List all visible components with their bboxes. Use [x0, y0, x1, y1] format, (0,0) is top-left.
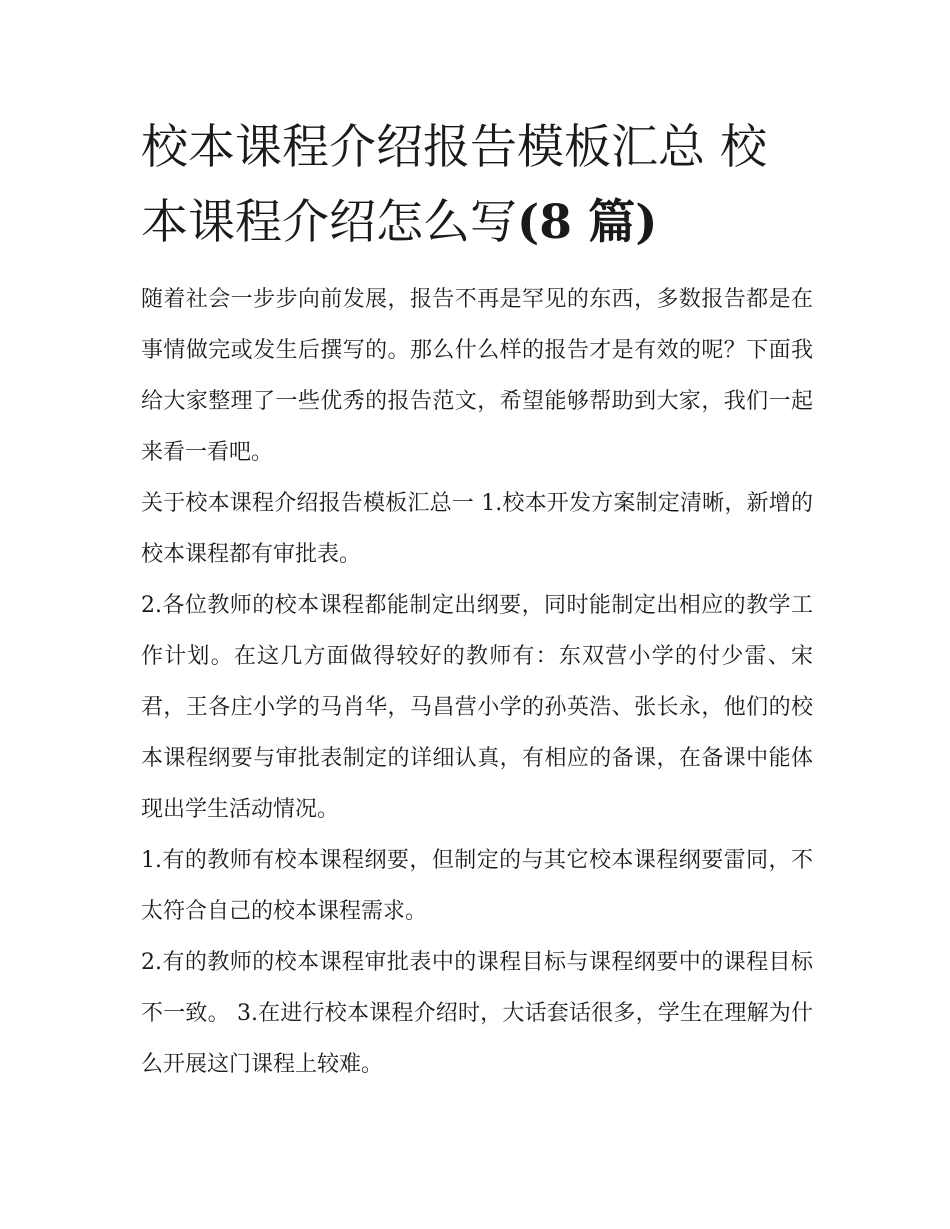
intro-paragraph: 随着社会一步步向前发展，报告不再是罕见的东西，多数报告都是在事情做完或发生后撰写的。那么什么样的报告才是有效的呢？下面我给大家整理了一些优秀的报告范文，希望能够帮助到大家，我们一起来看一看吧。: [141, 287, 813, 465]
document-title: [141, 110, 813, 260]
title-count: (8 篇): [517, 195, 658, 250]
body-paragraph: 2.各位教师的校本课程都能制定出纲要，同时能制定出相应的教学工作计划。在这几方面做得较好的教师有：东双营小学的付少雷、宋君，王各庄小学的马肖华，马昌营小学的孙英浩、张长永，他们的校本课程纲要与审批表制定的详细认真，有相应的备课，在备课中能体现出学生活动情况。: [141, 593, 813, 822]
body-paragraph: 1.有的教师有校本课程纲要，但制定的与其它校本课程纲要雷同，不太符合自己的校本课程需求。: [141, 848, 813, 924]
title-main: 校本课程介绍报告模板汇总 校本课程介绍怎么写: [141, 120, 767, 250]
document-page: [141, 110, 813, 1090]
body-paragraph: 2.有的教师的校本课程审批表中的课程目标与课程纲要中的课程目标不一致。 3.在进行校本课程介绍时，大话套话很多，学生在理解为什么开展这门课程上较难。: [141, 950, 813, 1077]
body-paragraph: 关于校本课程介绍报告模板汇总一 1.校本开发方案制定清晰，新增的校本课程都有审批表。: [141, 491, 813, 567]
